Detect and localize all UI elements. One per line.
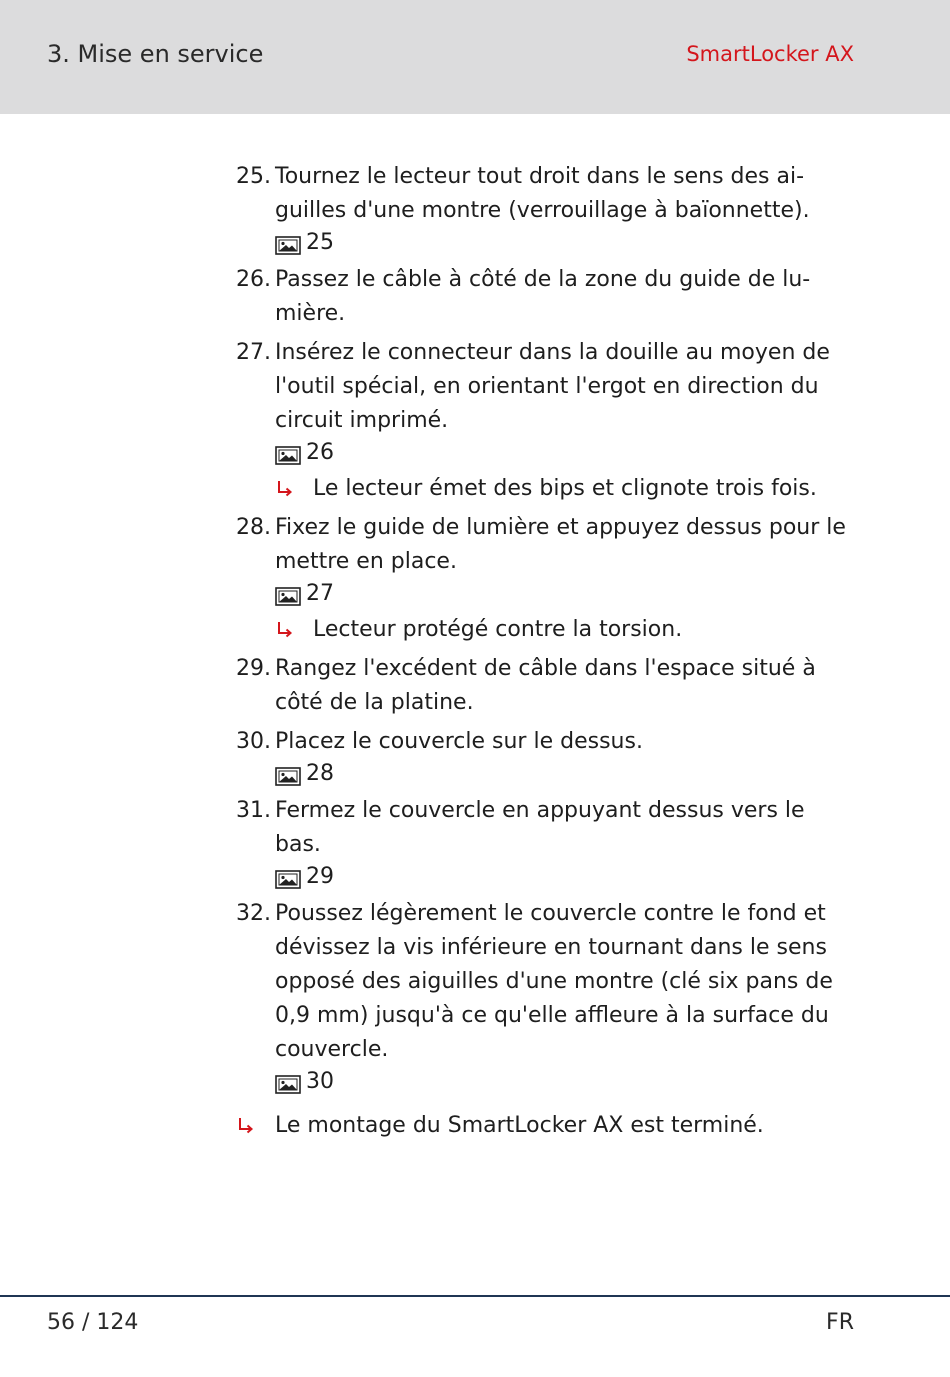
step-item xyxy=(236,897,876,1097)
image-icon xyxy=(275,585,301,604)
step-item xyxy=(236,794,876,892)
figure-reference xyxy=(275,228,876,258)
final-result-text: Le montage du SmartLocker AX est terminé. xyxy=(275,1113,764,1138)
result-arrow-icon xyxy=(236,1109,256,1143)
step-result xyxy=(275,613,876,647)
step-text-line: Tournez le lecteur tout droit dans le sens des ai- xyxy=(275,164,805,189)
step-text-line: circuit imprimé. xyxy=(275,408,449,433)
result-text: Le lecteur émet des bips et clignote trois fois. xyxy=(313,476,817,501)
step-text-line: opposé des aiguilles d'une montre (clé six pans de xyxy=(275,969,833,994)
result-text: Lecteur protégé contre la torsion. xyxy=(313,617,683,642)
language-code: FR xyxy=(826,1310,854,1335)
step-text-line: Insérez le connecteur dans la douille au moyen de xyxy=(275,340,830,365)
figure-reference xyxy=(275,862,876,892)
product-name: SmartLocker AX xyxy=(686,42,854,66)
image-icon xyxy=(275,1073,301,1092)
image-icon xyxy=(275,444,301,463)
page-header xyxy=(0,0,950,114)
step-number: 28. xyxy=(236,515,271,540)
step-text-line: l'outil spécial, en orientant l'ergot en direction du xyxy=(275,374,819,399)
figure-reference xyxy=(275,1067,876,1097)
figure-reference xyxy=(275,759,876,789)
step-text-line: Passez le câble à côté de la zone du guide de lu- xyxy=(275,267,811,292)
step-item xyxy=(236,725,876,789)
step-text-line: guilles d'une montre (verrouillage à baïonnette). xyxy=(275,198,810,223)
step-number: 26. xyxy=(236,267,271,292)
figure-reference xyxy=(275,438,876,468)
figure-number: 29 xyxy=(306,864,334,889)
figure-number: 26 xyxy=(306,440,334,465)
step-text-line: côté de la platine. xyxy=(275,690,474,715)
image-icon xyxy=(275,765,301,784)
section-title: 3. Mise en service xyxy=(47,40,264,68)
step-text-line: Fermez le couvercle en appuyant dessus vers le xyxy=(275,798,805,823)
page-number: 56 / 124 xyxy=(47,1310,139,1335)
step-item xyxy=(236,336,876,506)
step-text-line: mière. xyxy=(275,301,346,326)
step-text-line: dévissez la vis inférieure en tournant dans le sens xyxy=(275,935,827,960)
step-text-line: Placez le couvercle sur le dessus. xyxy=(275,729,643,754)
step-number: 25. xyxy=(236,164,271,189)
step-item xyxy=(236,160,876,258)
step-number: 29. xyxy=(236,656,271,681)
step-text-line: couvercle. xyxy=(275,1037,389,1062)
image-icon xyxy=(275,868,301,887)
result-arrow-icon xyxy=(275,613,295,647)
step-item xyxy=(236,263,876,331)
step-result xyxy=(275,472,876,506)
step-number: 30. xyxy=(236,729,271,754)
figure-number: 25 xyxy=(306,230,334,255)
footer-divider xyxy=(0,1295,950,1297)
figure-number: 27 xyxy=(306,581,334,606)
step-text-line: Rangez l'excédent de câble dans l'espace situé à xyxy=(275,656,816,681)
step-number: 32. xyxy=(236,901,271,926)
step-text-line: 0,9 mm) jusqu'à ce qu'elle affleure à la surface du xyxy=(275,1003,829,1028)
image-icon xyxy=(275,234,301,253)
final-result xyxy=(236,1109,876,1143)
step-text-line: Fixez le guide de lumière et appuyez dessus pour le xyxy=(275,515,846,540)
step-text-line: mettre en place. xyxy=(275,549,457,574)
figure-reference xyxy=(275,579,876,609)
result-arrow-icon xyxy=(275,472,295,506)
step-item xyxy=(236,511,876,647)
step-number: 27. xyxy=(236,340,271,365)
figure-number: 28 xyxy=(306,761,334,786)
step-text-line: Poussez légèrement le couvercle contre le fond et xyxy=(275,901,826,926)
step-item xyxy=(236,652,876,720)
figure-number: 30 xyxy=(306,1069,334,1094)
step-text-line: bas. xyxy=(275,832,321,857)
step-number: 31. xyxy=(236,798,271,823)
instruction-steps xyxy=(236,160,876,1143)
